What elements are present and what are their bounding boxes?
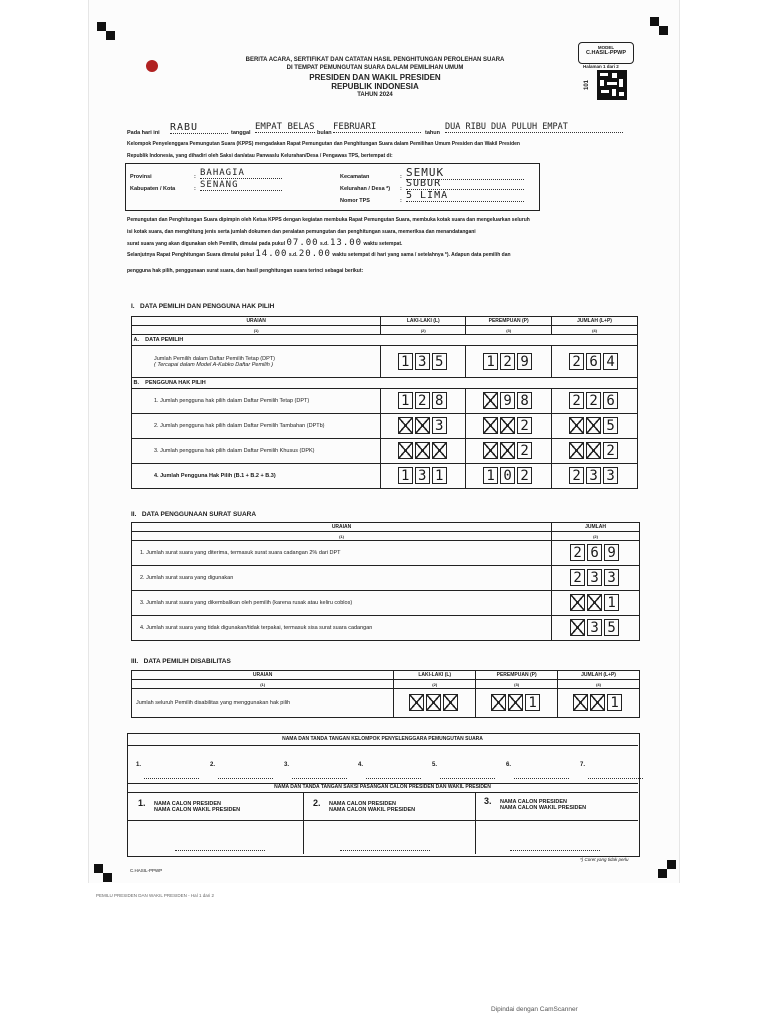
para-line-4	[127, 249, 511, 259]
sub-a-title: DATA PEMILIH	[145, 337, 184, 343]
para-line-3-suffix: waktu setempat.	[363, 241, 403, 247]
saksi-sign-row	[127, 792, 638, 793]
provinsi-label: Provinsi	[130, 174, 152, 180]
kpps-sign-heading: NAMA DAN TANDA TANGAN KELOMPOK PENYELENGGARA PEMUNGUTAN SUARA	[282, 736, 483, 742]
qr-side-text: 101	[584, 79, 591, 91]
digit-box: 2	[603, 442, 618, 459]
kabupaten-value: SENANG	[200, 180, 282, 191]
kpps-sign-slot-4[interactable]: 4.	[358, 762, 364, 768]
kpps-sign-slot-2[interactable]: 2.	[210, 762, 216, 768]
s2-r4-label	[132, 616, 552, 641]
kpps-sign-line-6	[514, 778, 569, 779]
digit-box	[500, 417, 515, 434]
section-3-title: DATA PEMILIH DISABILITAS	[143, 658, 231, 665]
model-label: MODEL	[597, 45, 615, 50]
sub-b-row	[132, 378, 638, 389]
b2-label	[132, 414, 381, 439]
digit-box: 3	[603, 467, 618, 484]
para-line-4-prefix: Selanjutnya Rapat Penghitungan Suara dimulai pukul	[127, 252, 254, 258]
hari-value: RABU	[170, 122, 228, 134]
kpps-text-2: Republik Indonesia, yang dihadiri oleh Saksi dan/atau Panwaslu Kelurahan/Desa / Pengawas TPS, bertempat di:	[127, 153, 393, 159]
digit-box: 1	[607, 694, 622, 711]
para-line-1: Pemungutan dan Penghitungan Suara dipimpin oleh Ketua KPPS dengan kegiatan membuka Rapat Pemungutan Suara, membuka kotak suara dan mengeluarkan seluruh	[127, 217, 530, 223]
para-line-4-suffix: waktu setempat di hari yang sama / setelahnya *). Adapun data pemilih dan	[332, 252, 511, 258]
kecamatan-colon: :	[400, 174, 402, 180]
title-line-3: PRESIDEN DAN WAKIL PRESIDEN	[309, 73, 441, 82]
time-end-2: 20.00	[298, 249, 331, 259]
s3-col-perempuan: PEREMPUAN (P)	[476, 671, 558, 680]
sub-a-row	[132, 335, 638, 346]
digit-box: 8	[432, 392, 447, 409]
digit-box: 2	[517, 417, 532, 434]
title-line-4: REPUBLIK INDONESIA	[331, 82, 419, 91]
s2-r4-text: 4. Jumlah surat suara yang tidak digunakan/tidak terpakai, termasuk sisa surat suara cadangan	[140, 625, 373, 631]
digit-box: 6	[586, 353, 601, 370]
corner-marker-top-left-inner	[106, 31, 115, 40]
digit-box: 3	[432, 417, 447, 434]
s2-r2-label	[132, 566, 552, 591]
saksi-1[interactable]	[138, 798, 240, 816]
saksi-3-line1: NAMA CALON PRESIDEN	[499, 799, 567, 805]
b2-laki[interactable]	[381, 414, 466, 439]
section-3-heading	[131, 658, 231, 665]
s3-r1-text: Jumlah seluruh Pemilih disabilitas yang menggunakan hak pilih	[136, 700, 291, 706]
kpu-logo	[146, 60, 158, 72]
digit-box	[587, 594, 602, 611]
b3-perempuan[interactable]	[466, 439, 552, 464]
saksi-3-line2: NAMA CALON WAKIL PRESIDEN	[499, 805, 587, 811]
b3-label	[132, 439, 381, 464]
kpps-sign-line-3	[292, 778, 347, 779]
s3-laki[interactable]	[394, 689, 476, 718]
digit-box	[590, 694, 605, 711]
dpt-perempuan[interactable]	[466, 346, 552, 378]
b3-laki[interactable]	[381, 439, 466, 464]
s3-colnum-1: (1)	[132, 680, 394, 689]
s3-col-jumlah: JUMLAH (L+P)	[558, 671, 640, 680]
kpps-sign-slot-1[interactable]: 1.	[136, 762, 142, 768]
colnum-1: (1)	[132, 326, 381, 335]
digit-box: 2	[569, 392, 584, 409]
digit-box	[491, 694, 506, 711]
digit-box: 6	[603, 392, 618, 409]
digit-box: 2	[586, 392, 601, 409]
b4-label	[132, 464, 381, 489]
provinsi-colon: :	[194, 174, 196, 180]
s3-col-uraian: URAIAN	[132, 671, 394, 680]
tps-colon: :	[400, 198, 402, 204]
colnum-4: (4)	[552, 326, 638, 335]
corner-marker-top-right	[650, 17, 659, 26]
digit-box: 1	[398, 467, 413, 484]
tahun-value: DUA RIBU DUA PULUH EMPAT	[445, 122, 623, 133]
col-laki: LAKI-LAKI (L)	[381, 317, 466, 326]
digit-box: 3	[586, 467, 601, 484]
digit-box: 3	[587, 569, 602, 586]
s3-colnum-3: (3)	[476, 680, 558, 689]
kecamatan-value: SEMUK	[406, 166, 524, 180]
saksi-1-sign-line	[175, 850, 265, 851]
bulan-value: FEBRUARI	[333, 122, 421, 133]
tanggal-value: EMPAT BELAS	[255, 122, 315, 132]
model-code-box	[578, 42, 634, 64]
time-start-2: 14.00	[255, 249, 288, 259]
tanggal-label: tanggal	[231, 130, 251, 136]
s3-colnum-4: (4)	[558, 680, 640, 689]
saksi-sign-heading: NAMA DAN TANDA TANGAN SAKSI PASANGAN CALON PRESIDEN DAN WAKIL PRESIDEN	[274, 784, 491, 790]
section-2-title: DATA PENGGUNAAN SURAT SUARA	[141, 511, 257, 518]
digit-box	[569, 417, 584, 434]
saksi-2[interactable]	[313, 798, 415, 816]
digit-box	[508, 694, 523, 711]
section-2-num: II.	[131, 511, 137, 518]
model-code: C.HASIL-PPWP	[585, 50, 627, 56]
b2-jumlah[interactable]	[552, 414, 638, 439]
s2-colnum-2: (2)	[552, 532, 640, 541]
section-2-heading	[131, 511, 256, 518]
kpps-sign-line-2	[218, 778, 273, 779]
footer-note: *) Coret yang tidak perlu	[580, 857, 629, 862]
section-1-table	[131, 316, 638, 489]
section-1-heading	[131, 303, 274, 310]
digit-box: 1	[432, 467, 447, 484]
corner-marker-bottom-right	[667, 860, 676, 869]
s2-col-uraian: URAIAN	[132, 523, 552, 532]
digit-box: 1	[525, 694, 540, 711]
s2-r1-value[interactable]	[552, 541, 640, 566]
digit-box	[443, 694, 458, 711]
digit-box: 2	[517, 442, 532, 459]
section-3-table	[131, 670, 640, 718]
kelurahan-label: Kelurahan / Desa *)	[340, 186, 391, 192]
digit-box: 6	[587, 544, 602, 561]
digit-box	[483, 392, 498, 409]
col-jumlah: JUMLAH (L+P)	[552, 317, 638, 326]
time-start: 07.00	[286, 238, 319, 248]
b1-label	[132, 389, 381, 414]
qr-code	[597, 70, 627, 100]
s2-r3-label	[132, 591, 552, 616]
s2-r1-text: 1. Jumlah surat suara yang diterima, termasuk surat suara cadangan 2% dari DPT	[140, 550, 341, 556]
saksi-2-line2: NAMA CALON WAKIL PRESIDEN	[328, 807, 416, 813]
corner-marker-bottom-left-inner	[103, 873, 112, 882]
saksi-divider-1	[303, 792, 304, 854]
saksi-1-num: 1.	[138, 798, 146, 808]
saksi-2-line1: NAMA CALON PRESIDEN	[328, 801, 396, 807]
digit-box: 3	[415, 467, 430, 484]
digit-box	[500, 442, 515, 459]
title-line-2: DI TEMPAT PEMUNGUTAN SUARA DALAM PEMILIHAN UMUM	[286, 65, 464, 71]
saksi-mid-line	[127, 820, 638, 821]
dpt-laki[interactable]	[381, 346, 466, 378]
digit-box: 2	[570, 544, 585, 561]
kabupaten-label: Kabupaten / Kota	[130, 186, 176, 192]
b2-perempuan[interactable]	[466, 414, 552, 439]
digit-box	[415, 442, 430, 459]
kpps-sign-slot-7[interactable]: 7.	[580, 762, 586, 768]
digit-box: 1	[483, 467, 498, 484]
page-indicator: Halaman 1 dari 2	[583, 64, 619, 69]
digit-box	[483, 417, 498, 434]
corner-marker-top-left	[97, 22, 106, 31]
digit-box	[398, 417, 413, 434]
sub-b-num: B.	[133, 380, 140, 386]
kpps-sign-slot-5[interactable]: 5.	[432, 762, 438, 768]
s2-r2-text: 2. Jumlah surat suara yang digunakan	[140, 575, 234, 581]
time-sd: s.d.	[319, 241, 329, 247]
s2-r4-value[interactable]	[552, 616, 640, 641]
b1-perempuan[interactable]	[466, 389, 552, 414]
b4-jumlah[interactable]	[552, 464, 638, 489]
digit-box: 3	[415, 353, 430, 370]
digit-box: 2	[569, 467, 584, 484]
tps-label: Nomor TPS	[340, 198, 370, 204]
digit-box	[586, 442, 601, 459]
col-perempuan: PEREMPUAN (P)	[466, 317, 552, 326]
corner-marker-bottom-right-inner	[658, 869, 667, 878]
saksi-2-num: 2.	[313, 798, 321, 808]
para-line-5: pengguna hak pilih, penggunaan surat suara, dan hasil penghitungan suara terinci sebagai berikut:	[127, 268, 364, 274]
kpps-sign-slot-6[interactable]: 6.	[506, 762, 512, 768]
digit-box: 2	[570, 569, 585, 586]
digit-box: 5	[603, 417, 618, 434]
s2-r2-value[interactable]	[552, 566, 640, 591]
b3-label-text: 3. Jumlah pengguna hak pilih dalam Daftar Pemilih Khusus (DPK)	[154, 448, 315, 454]
section-2-table	[131, 522, 640, 641]
b4-perempuan[interactable]	[466, 464, 552, 489]
colnum-2: (2)	[381, 326, 466, 335]
kpps-sign-line-7	[588, 778, 643, 779]
saksi-divider-2	[475, 792, 476, 854]
b3-jumlah[interactable]	[552, 439, 638, 464]
s3-colnum-2: (2)	[394, 680, 476, 689]
kelurahan-colon: :	[400, 186, 402, 192]
section-1-num: I.	[131, 303, 135, 310]
saksi-3-sign-line	[510, 850, 600, 851]
section-1-title: DATA PEMILIH DAN PENGGUNA HAK PILIH	[140, 303, 275, 310]
kpps-text-1: Kelompok Penyelenggara Pemungutan Suara (KPPS) mengadakan Rapat Pemungutan dan Penghitungan Suara dalam Pemilihan Umum Presiden dan Wakil Presiden	[127, 141, 520, 147]
digit-box	[570, 594, 585, 611]
digit-box	[570, 619, 585, 636]
scanner-watermark: Dipindai dengan CamScanner	[491, 1006, 578, 1013]
kpps-sign-line-5	[440, 778, 495, 779]
digit-box: 5	[604, 619, 619, 636]
sub-b-title: PENGGUNA HAK PILIH	[145, 380, 206, 386]
s2-r1-label	[132, 541, 552, 566]
s3-jumlah[interactable]	[558, 689, 640, 718]
saksi-1-line2: NAMA CALON WAKIL PRESIDEN	[153, 807, 241, 813]
digit-box: 1	[398, 353, 413, 370]
title-line-1: BERITA ACARA, SERTIFIKAT DAN CATATAN HASIL PENGHITUNGAN PEROLEHAN SUARA	[245, 57, 505, 63]
digit-box: 9	[517, 353, 532, 370]
footer-bottom-text: PEMILU PRESIDEN DAN WAKIL PRESIDEN - Hal 1 dari 2	[96, 893, 214, 898]
footer-code: C.HASIL-PPWP	[130, 868, 163, 873]
s2-colnum-1: (1)	[132, 532, 552, 541]
b4-label-text: 4. Jumlah Pengguna Hak Pilih (B.1 + B.2 + B.3)	[154, 473, 276, 479]
digit-box: 4	[603, 353, 618, 370]
corner-marker-bottom-left	[94, 864, 103, 873]
b1-jumlah[interactable]	[552, 389, 638, 414]
saksi-1-line1: NAMA CALON PRESIDEN	[153, 801, 221, 807]
digit-box	[415, 417, 430, 434]
s2-r3-value[interactable]	[552, 591, 640, 616]
digit-box: 2	[500, 353, 515, 370]
digit-box	[398, 442, 413, 459]
provinsi-value: BAHAGIA	[200, 168, 282, 179]
kpps-sign-slot-3[interactable]: 3.	[284, 762, 290, 768]
digit-box: 3	[604, 569, 619, 586]
digit-box: 1	[483, 353, 498, 370]
saksi-3-num: 3.	[484, 796, 492, 806]
dpt-label-cell	[132, 346, 381, 378]
saksi-2-sign-line	[340, 850, 430, 851]
digit-box: 5	[432, 353, 447, 370]
col-uraian: URAIAN	[132, 317, 381, 326]
sub-a-num: A.	[133, 337, 140, 343]
tps-value: 5 LIMA	[406, 190, 524, 202]
digit-box: 2	[415, 392, 430, 409]
digit-box	[569, 442, 584, 459]
dpt-label-1: Jumlah Pemilih dalam Daftar Pemilih Tetap (DPT)	[154, 355, 275, 362]
digit-box: 3	[587, 619, 602, 636]
s2-r3-text: 3. Jumlah surat suara yang dikembalikan oleh pemilih (karena rusak atau keliru coblos)	[140, 600, 353, 606]
digit-box	[573, 694, 588, 711]
bulan-label: bulan	[317, 130, 332, 136]
digit-box	[586, 417, 601, 434]
colnum-3: (3)	[466, 326, 552, 335]
kpps-sign-line-1	[144, 778, 199, 779]
s3-col-laki: LAKI-LAKI (L)	[394, 671, 476, 680]
tahun-label: tahun	[425, 130, 440, 136]
s3-r1-label	[132, 689, 394, 718]
dpt-label-2: ( Tercapai dalam Model A-Kabko Daftar Pemilih )	[154, 361, 274, 368]
corner-marker-top-right-inner	[659, 26, 668, 35]
digit-box: 2	[517, 467, 532, 484]
s3-perempuan[interactable]	[476, 689, 558, 718]
s2-col-jumlah: JUMLAH	[552, 523, 640, 532]
section-3-num: III.	[131, 658, 139, 665]
digit-box: 0	[500, 467, 515, 484]
digit-box: 9	[500, 392, 515, 409]
kabupaten-colon: :	[194, 186, 196, 192]
hari-label: Pada hari ini	[127, 130, 160, 136]
saksi-3[interactable]	[484, 796, 586, 814]
kecamatan-label: Kecamatan	[340, 174, 370, 180]
time-end: 13.00	[330, 238, 363, 248]
b4-laki[interactable]	[381, 464, 466, 489]
digit-box	[432, 442, 447, 459]
digit-box	[426, 694, 441, 711]
digit-box: 2	[569, 353, 584, 370]
kpps-sign-line-4	[366, 778, 421, 779]
digit-box: 8	[517, 392, 532, 409]
b2-label-text: 2. Jumlah pengguna hak pilih dalam Daftar Pemilih Tambahan (DPTb)	[154, 423, 325, 429]
b1-label-text: 1. Jumlah pengguna hak pilih dalam Daftar Pemilih Tetap (DPT)	[154, 398, 310, 404]
digit-box	[483, 442, 498, 459]
para-line-3	[127, 238, 402, 248]
title-line-5: TAHUN 2024	[357, 92, 393, 98]
para-line-3-prefix: surat suara yang akan digunakan oleh Pemilih, dimulai pada pukul	[127, 241, 286, 247]
time-sd-2: s.d.	[288, 252, 298, 258]
kelurahan-value: SUBUR	[406, 178, 524, 190]
b1-laki[interactable]	[381, 389, 466, 414]
digit-box: 9	[604, 544, 619, 561]
digit-box: 1	[604, 594, 619, 611]
digit-box: 1	[398, 392, 413, 409]
dpt-jumlah[interactable]	[552, 346, 638, 378]
para-line-2: isi kotak suara, dan menghitung jenis serta jumlah dokumen dan peralatan pemungutan dan penghitungan suara, memeriksa dan menandatangani	[127, 229, 476, 235]
digit-box	[409, 694, 424, 711]
